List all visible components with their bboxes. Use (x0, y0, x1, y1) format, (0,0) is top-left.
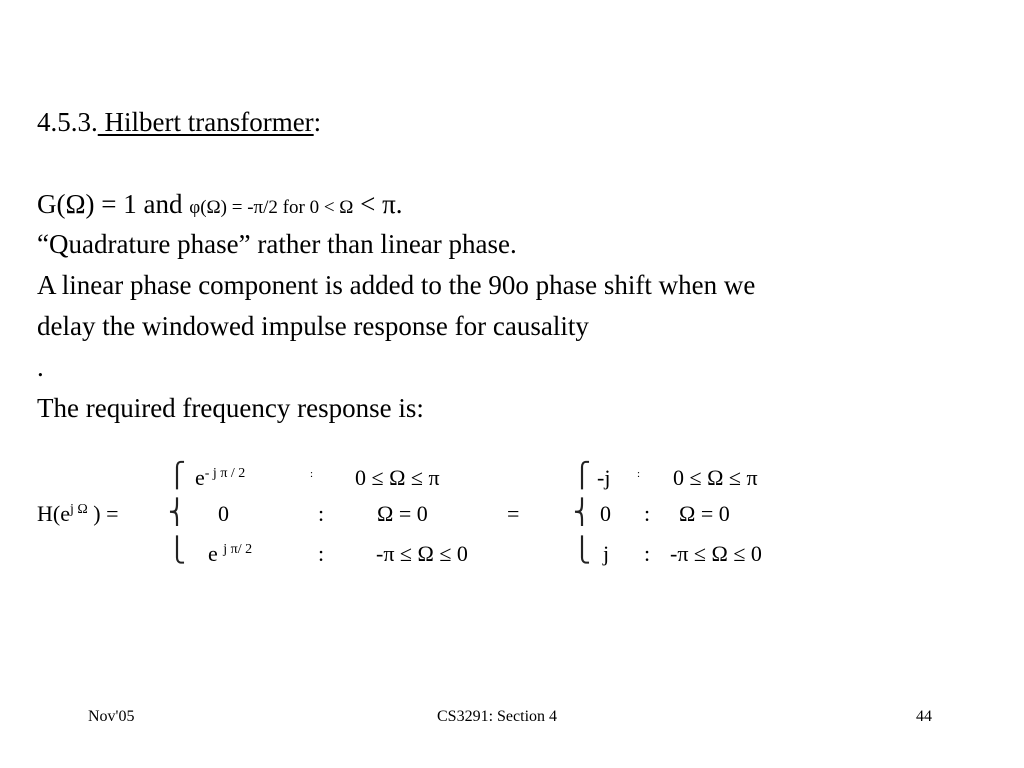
left-brace-top: ⎧ (168, 461, 186, 489)
right-case-3-colon: : (644, 541, 651, 566)
section-colon: : (313, 107, 322, 137)
right-brace-bot: ⎩ (573, 536, 591, 564)
phase-equation-tail: < π. (353, 189, 403, 219)
left-case-3-colon: : (318, 541, 325, 566)
right-case-3-condition: -π ≤ Ω ≤ 0 (670, 541, 762, 566)
right-case-2-expr: 0 (600, 501, 611, 526)
linear-phase-line-1: A linear phase component is added to the 90o phase shift when we (37, 270, 756, 300)
dot-line: . (37, 352, 44, 382)
right-brace-mid: ⎨ (573, 498, 591, 526)
left-case-1-expr: $e^{- j \pi / 2}$ (195, 465, 246, 490)
left-case-2-condition: Ω = 0 (377, 501, 428, 526)
section-number: 4.5.3. (37, 107, 98, 137)
phase-equation: φ(Ω) = -π/2 for 0 < Ω (189, 197, 354, 218)
lhs-close: ) = (87, 501, 119, 526)
lhs-exponent: j Ω (69, 502, 88, 517)
linear-phase-line-2: delay the windowed impulse response for causality (37, 311, 589, 341)
right-case-1-expr: -j (597, 465, 611, 490)
left-case-3-condition: -π ≤ Ω ≤ 0 (376, 541, 468, 566)
footer-page-number: 44 (916, 708, 932, 725)
footer-date: Nov'05 (88, 708, 135, 725)
left-case-1-colon: : (310, 468, 314, 480)
left-case-2-expr: 0 (218, 501, 229, 526)
left-brace-mid: ⎨ (168, 498, 186, 526)
gain-phase-line (37, 189, 403, 223)
equation-lhs (37, 502, 119, 530)
left-case-3-expr: e $^{j \pi/ 2}$ (208, 541, 253, 566)
left-case-2-colon: : (318, 501, 325, 526)
section-heading (37, 107, 321, 137)
gain-equation: G(Ω) = 1 and (37, 189, 183, 219)
lhs-h: H(e (37, 501, 70, 526)
quadrature-line: “Quadrature phase” rather than linear phase. (37, 229, 517, 259)
right-case-2-colon: : (644, 501, 651, 526)
equation-equals: = (507, 501, 520, 526)
right-case-2-condition: Ω = 0 (679, 501, 730, 526)
right-brace-top: ⎧ (573, 461, 591, 489)
section-title: Hilbert transformer (97, 107, 314, 137)
required-response-line: The required frequency response is: (37, 393, 424, 423)
right-case-3-expr: j (603, 541, 610, 566)
left-case-1-condition: 0 ≤ Ω ≤ π (355, 465, 440, 490)
right-case-1-colon: : (637, 468, 641, 480)
left-brace-bot: ⎩ (168, 536, 186, 564)
footer-course: CS3291: Section 4 (437, 708, 558, 725)
right-case-1-condition: 0 ≤ Ω ≤ π (673, 465, 758, 490)
